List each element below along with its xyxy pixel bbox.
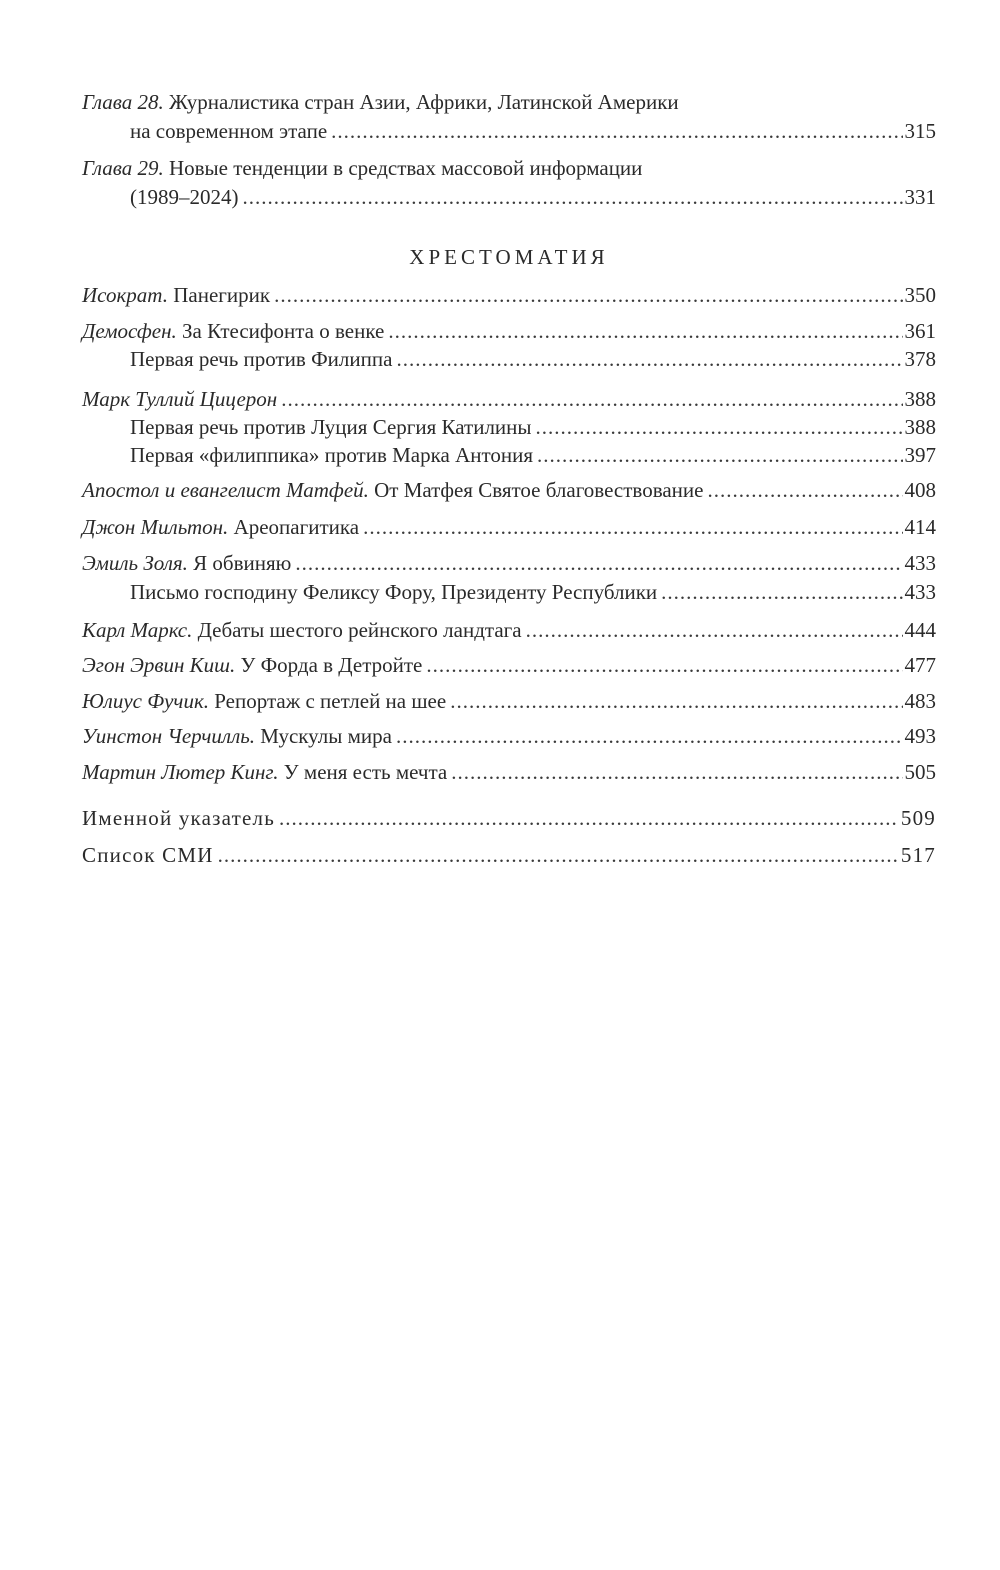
page-number: 493 [904, 724, 936, 748]
chapter-title-cont: (1989–2024) [130, 185, 239, 209]
entry-author: Эгон Эрвин Киш. [82, 653, 236, 677]
page-number: 315 [904, 119, 936, 143]
toc-entry-ch29-line1 [82, 153, 642, 183]
section-heading: ХРЕСТОМАТИЯ [409, 245, 609, 269]
chapter-title-cont: на современном этапе [130, 119, 328, 143]
toc-entry [130, 344, 936, 374]
toc-entry [130, 412, 936, 442]
toc-entry [82, 280, 936, 310]
entry-title: Я обвиняю [193, 551, 292, 575]
toc-entry [82, 316, 936, 346]
toc-entry-ch28-line2 [130, 116, 936, 146]
entry-author: Мартин Лютер Кинг. [82, 760, 279, 784]
toc-entry-media-list [82, 840, 936, 870]
entry-title: Ареопагитика [233, 515, 360, 539]
entry-title: Первая речь против Луция Сергия Катилины [130, 415, 532, 439]
entry-author: Джон Мильтон. [82, 515, 229, 539]
entry-title: Список СМИ [82, 843, 214, 867]
entry-title: Первая «филиппика» против Марка Антония [130, 443, 534, 467]
toc-entry-ch29-line2 [130, 182, 936, 212]
page-number: 505 [904, 760, 936, 784]
page-number: 361 [904, 319, 936, 343]
entry-title: У Форда в Детройте [240, 653, 423, 677]
entry-title: Репортаж с петлей на шее [214, 689, 447, 713]
dot-leader [243, 182, 903, 212]
toc-entry-index [82, 803, 936, 833]
toc-entry [82, 686, 936, 716]
page-number: 414 [904, 515, 936, 539]
toc-entry-ch28-line1 [82, 87, 679, 117]
entry-title: От Матфея Святое благовествование [374, 478, 704, 502]
dot-leader [281, 384, 902, 414]
dot-leader [537, 440, 902, 470]
toc-entry [130, 440, 936, 470]
page-number: 509 [900, 806, 936, 830]
page-number: 397 [904, 443, 936, 467]
dot-leader [218, 840, 899, 870]
page-number: 378 [904, 347, 936, 371]
entry-title: Именной указатель [82, 806, 275, 830]
page-number: 350 [904, 283, 936, 307]
dot-leader [295, 548, 902, 578]
dot-leader [388, 316, 902, 346]
entry-title: За Ктесифонта о венке [182, 319, 385, 343]
toc-entry [130, 577, 936, 607]
entry-title: Панегирик [173, 283, 271, 307]
entry-title: Мускулы мира [260, 724, 392, 748]
entry-author: Апостол и евангелист Матфей. [82, 478, 369, 502]
toc-entry [82, 650, 936, 680]
entry-title: Первая речь против Филиппа [130, 347, 393, 371]
dot-leader [279, 803, 899, 833]
dot-leader [707, 475, 902, 505]
entry-author: Марк Туллий Цицерон [82, 387, 278, 411]
page-number: 388 [904, 415, 936, 439]
dot-leader [331, 116, 902, 146]
chapter-title: Новые тенденции в средствах массовой информации [168, 156, 643, 180]
dot-leader [363, 512, 902, 542]
entry-author: Юлиус Фучик. [82, 689, 210, 713]
chapter-label: Глава 29. [82, 156, 164, 180]
page-number: 433 [904, 551, 936, 575]
dot-leader [426, 650, 902, 680]
toc-entry [82, 512, 936, 542]
entry-author: Исократ. [82, 283, 168, 307]
page-number: 433 [904, 580, 936, 604]
page-number: 444 [904, 618, 936, 642]
entry-author: Демосфен. [82, 319, 177, 343]
entry-title: Письмо господину Феликсу Фору, Президенту Республики [130, 580, 658, 604]
dot-leader [526, 615, 903, 645]
toc-entry [82, 615, 936, 645]
page-number: 517 [900, 843, 936, 867]
entry-title: У меня есть мечта [283, 760, 448, 784]
page-number: 408 [904, 478, 936, 502]
entry-title: Дебаты шестого рейнского ландтага [197, 618, 522, 642]
toc-entry [82, 384, 936, 414]
entry-author: Эмиль Золя. [82, 551, 188, 575]
toc-entry [82, 757, 936, 787]
dot-leader [451, 757, 902, 787]
dot-leader [450, 686, 902, 716]
toc-entry [82, 548, 936, 578]
page-number: 483 [904, 689, 936, 713]
toc-entry [82, 475, 936, 505]
chapter-label: Глава 28. [82, 90, 164, 114]
page-number: 477 [904, 653, 936, 677]
chapter-title: Журналистика стран Азии, Африки, Латинской Америки [168, 90, 679, 114]
dot-leader [274, 280, 902, 310]
page-number: 331 [904, 185, 936, 209]
entry-author: Карл Маркс. [82, 618, 193, 642]
page-number: 388 [904, 387, 936, 411]
dot-leader [396, 344, 902, 374]
entry-author: Уинстон Черчилль. [82, 724, 256, 748]
dot-leader [661, 577, 902, 607]
toc-entry [82, 721, 936, 751]
dot-leader [536, 412, 903, 442]
dot-leader [396, 721, 903, 751]
